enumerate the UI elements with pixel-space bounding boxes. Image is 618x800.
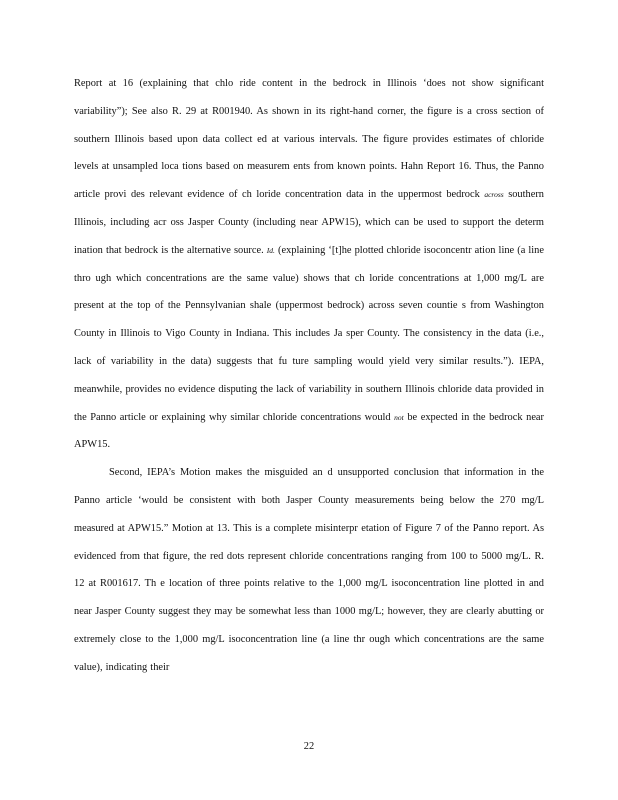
italic-word-across: across bbox=[484, 190, 504, 200]
italic-citation-id: Id. bbox=[266, 245, 275, 255]
paragraph-1-text-b: southern Illinois, including acr oss Jasper County (including near APW15), which can be used to support the determ ination that bedrock is the alternative source. bbox=[74, 189, 544, 256]
paragraph-1-text-d: be expected in the bedrock near APW15. bbox=[74, 411, 545, 451]
paragraph-1 bbox=[74, 70, 544, 459]
paragraph-1-text-a: Report at 16 (explaining that chlo ride content in the bedrock in Illinois ‘does not show significant variability”); See also R. 29 at R001940. As shown in its right-hand corner, the figure is a cross section of southern Illinois based upon data collect ed at various intervals. The figure provides estimates of chloride levels at unsampled loca tions based on measurem ents from known points. Hahn Report 16. Thus, the Panno article provi des relevant evidence of ch loride concentration data in the uppermost bedrock bbox=[74, 78, 544, 201]
paragraph-1-text-c: (explaining ‘[t]he plotted chloride isoconcentr ation line (a line thro ugh which concentrations are the same value) shows that ch loride concentrations at 1,000 mg/L are present at the top of the Pennsylvanian shale (uppermost bedrock) across seven countie s from Washington County in Illinois to Vigo County in Indiana. This includes Ja sper County. The consistency in the data (i.e., lack of variability in the data) suggests that fu ture sampling would yield very similar results.”). IEPA, meanwhile, provides no evidence disputing the lack of variability in southern Illinois chloride data provided in the Panno article or explaining why similar chloride concentrations would bbox=[74, 244, 544, 423]
page-number: 22 bbox=[303, 741, 315, 752]
document-body bbox=[74, 70, 544, 682]
paragraph-2: Second, IEPA’s Motion makes the misguided an d unsupported conclusion that information in the Panno article ‘would be consistent with both Jasper County measurements being below the 270 mg/L measured at APW15.” Motion at 13. This is a complete misinterpr etation of Figure 7 of the Panno report. As evidenced from that figure, the red dots represent chloride concentrations ranging from 100 to 5000 mg/L. R. 12 at R001617. Th e location of three points relative to the 1,000 mg/L isoconcentration line plotted in and near Jasper County suggest they may be somewhat less than 1000 mg/L; however, they are clearly abutting or extremely close to the 1,000 mg/L isoconcentration line (a line thr ough which concentrations are the same value), indicating their bbox=[74, 467, 544, 673]
italic-word-not: not bbox=[394, 412, 404, 422]
